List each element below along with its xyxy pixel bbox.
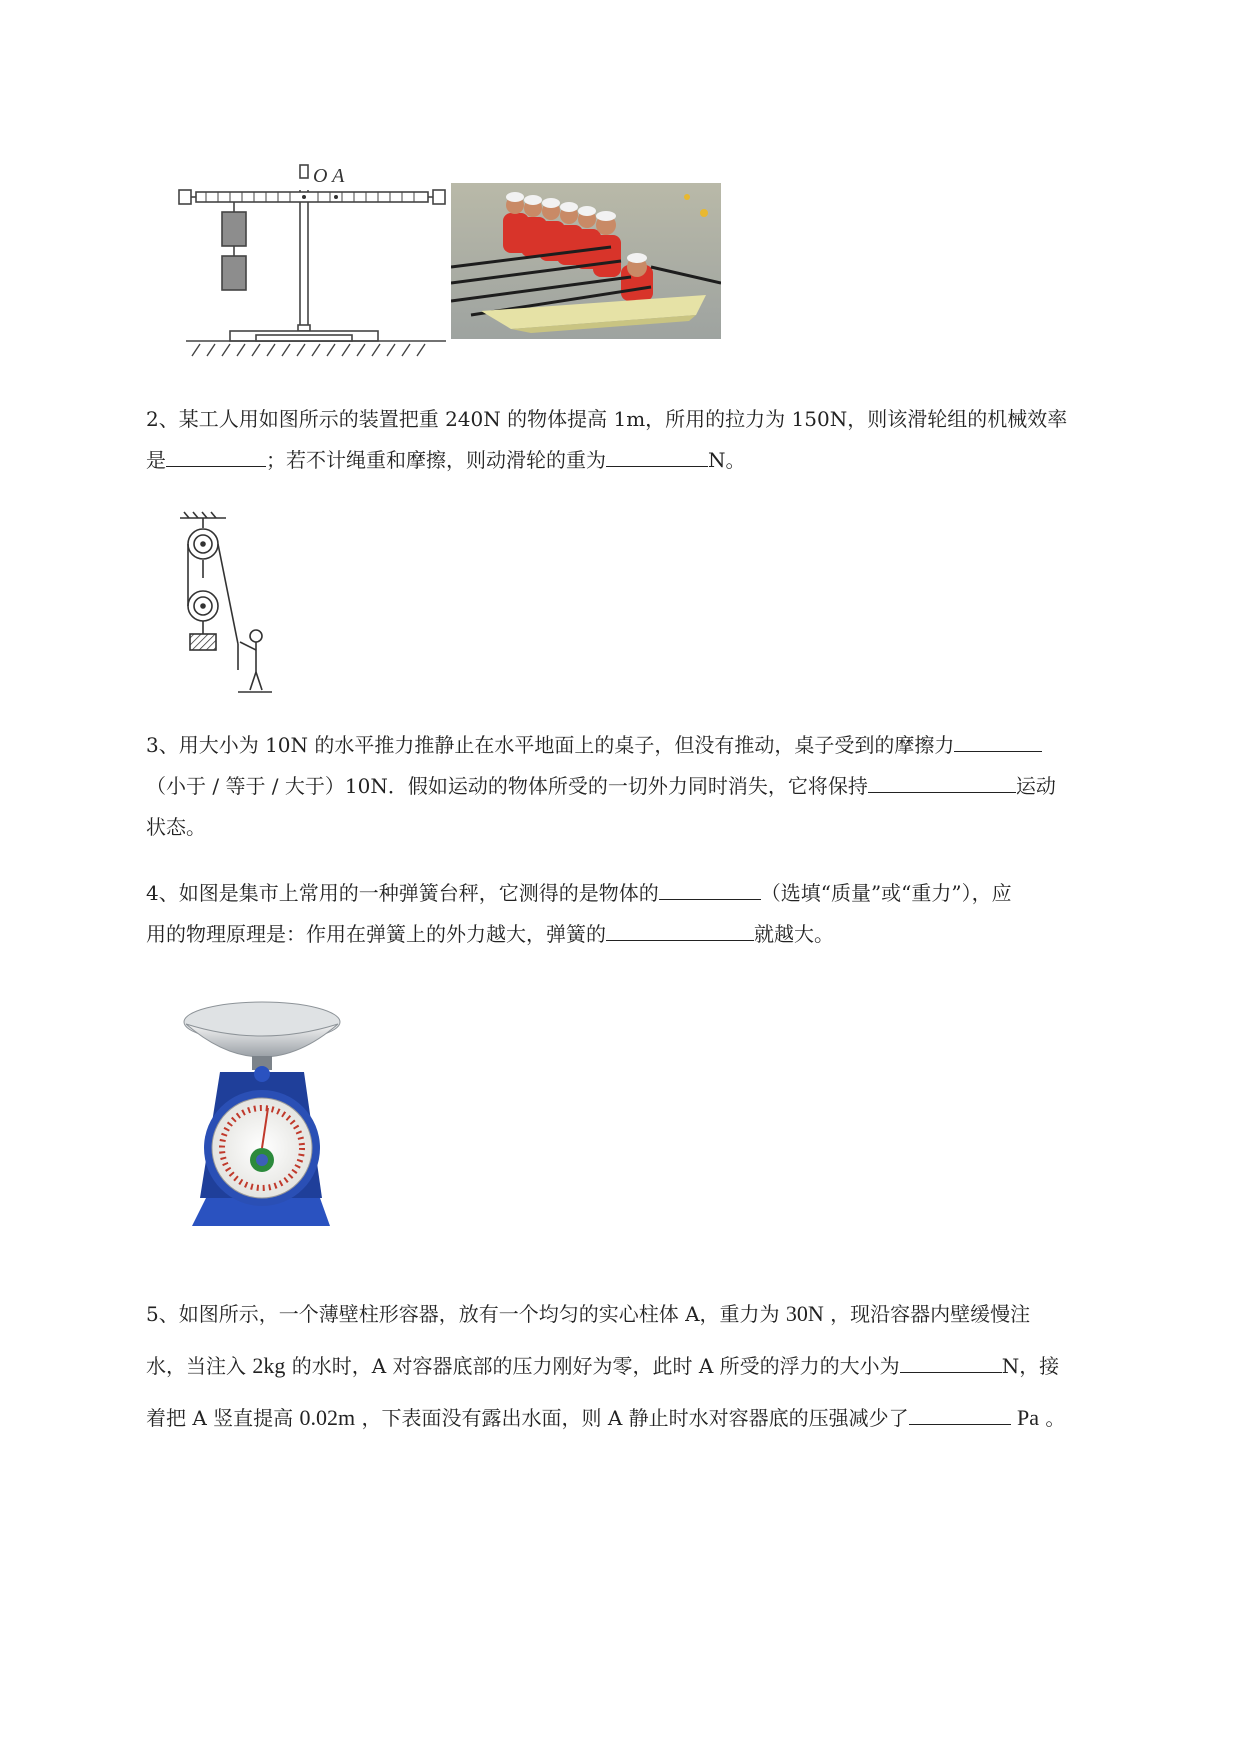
question-5-text-e: N，接 — [1001, 1354, 1060, 1378]
question-4-line-1 — [146, 873, 1152, 914]
question-3-text-b: （小于 / 等于 / 大于）10N．假如运动的物体所受的一切外力同时消失，它将保持 — [146, 774, 868, 798]
question-5-text-c: 水，当注入 — [146, 1354, 246, 1378]
question-3-text-a: 3、用大小为 10N 的水平推力推静止在水平地面上的桌子，但没有推动，桌子受到的摩擦力 — [146, 733, 955, 757]
answer-blank-buoyancy[interactable] — [900, 1346, 1002, 1373]
question-2-text-a: 是 — [146, 448, 166, 472]
question-4-text-d: 就越大。 — [754, 922, 834, 946]
rowing-photo — [451, 183, 721, 339]
question-4-text-b: （选填“质量”或“重力”），应 — [760, 881, 1012, 905]
question-3-line-2 — [146, 766, 1152, 807]
question-5-text-d: 的水时，A 对容器底部的压力刚好为零，此时 A 所受的浮力的大小为 — [291, 1354, 900, 1378]
question-5-unit: Pa — [1017, 1405, 1040, 1430]
question-5-mass-value: 2kg — [252, 1353, 286, 1378]
spring-scale-photo — [180, 1000, 350, 1238]
question-5-line-3 — [146, 1392, 1152, 1444]
question-3 — [146, 725, 1152, 848]
lever-label: O A — [313, 165, 345, 187]
question-5-line-1 — [146, 1288, 1152, 1340]
question-4 — [146, 873, 1152, 955]
answer-blank-pulley-weight[interactable] — [606, 440, 708, 467]
question-4-text-a: 4、如图是集市上常用的一种弹簧台秤，它测得的是物体的 — [146, 881, 659, 905]
ground-hatching — [192, 344, 425, 356]
question-4-text-c: 用的物理原理是：作用在弹簧上的外力越大，弹簧的 — [146, 922, 606, 946]
question-5-text-f: 着把 A 竖直提高 — [146, 1406, 294, 1430]
question-5-weight-value: 30N — [785, 1301, 824, 1326]
pulley-system-figure — [176, 510, 276, 696]
answer-blank-friction[interactable] — [954, 725, 1042, 752]
question-2-line-2 — [146, 440, 1152, 481]
question-5 — [146, 1288, 1152, 1444]
question-3-line-3: 状态。 — [146, 815, 206, 839]
answer-blank-quantity[interactable] — [659, 873, 761, 900]
question-5-height-value: 0.02m — [299, 1405, 356, 1430]
question-2 — [146, 399, 1152, 481]
question-2-text-c: N。 — [708, 448, 746, 472]
answer-blank-pressure[interactable] — [909, 1398, 1011, 1425]
question-5-text-h: 。 — [1045, 1406, 1066, 1430]
question-4-line-2 — [146, 914, 1152, 955]
question-5-line-2 — [146, 1340, 1152, 1392]
question-2-text-b: ；若不计绳重和摩擦，则动滑轮的重为 — [266, 448, 606, 472]
question-5-text-b: ，现沿容器内壁缓慢注 — [830, 1302, 1031, 1326]
question-5-text-a: 5、如图所示，一个薄壁柱形容器，放有一个均匀的实心柱体 A，重力为 — [146, 1302, 780, 1326]
question-5-text-g: ，下表面没有露出水面，则 A 静止时水对容器底的压强减少了 — [361, 1406, 909, 1430]
answer-blank-spring[interactable] — [606, 914, 754, 941]
question-2-line-1: 2、某工人用如图所示的装置把重 240N 的物体提高 1m，所用的拉力为 150N，则该滑轮组的机械效率 — [146, 407, 1068, 431]
question-3-line-1 — [146, 725, 1152, 766]
answer-blank-motion-state[interactable] — [868, 766, 1016, 793]
question-3-text-c: 运动 — [1015, 774, 1056, 798]
answer-blank-efficiency[interactable] — [166, 440, 266, 467]
lever-apparatus-figure — [176, 160, 456, 365]
